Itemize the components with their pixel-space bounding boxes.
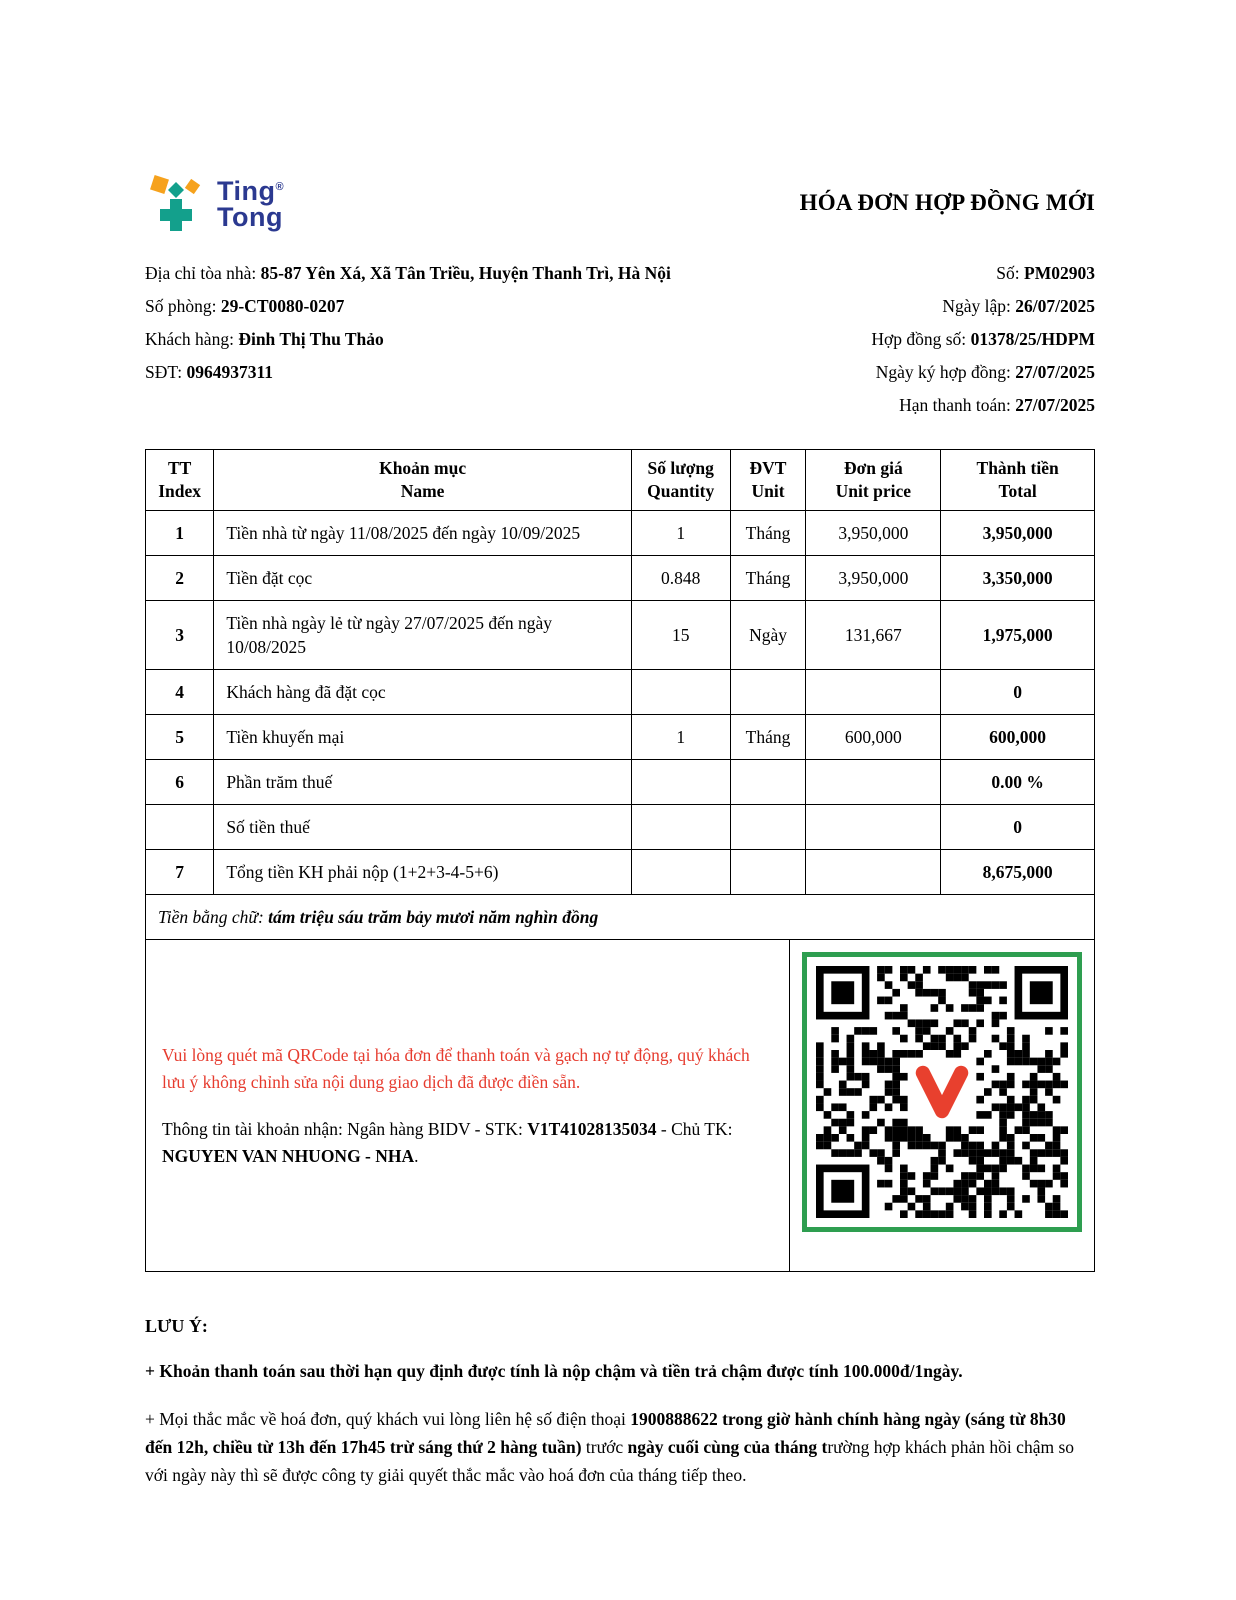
cell-quantity: 1 — [631, 511, 730, 556]
sign-date-label: Ngày ký hợp đồng: — [875, 362, 1016, 382]
col-header-name: Khoản mục Name — [214, 450, 632, 511]
table-row — [146, 760, 1095, 805]
invoice-number-label: Số: — [996, 263, 1025, 283]
cell-index: 4 — [146, 670, 214, 715]
deadline-text: ngày cuối cùng của tháng t — [627, 1437, 828, 1457]
cell-name: Tiền khuyến mại — [214, 715, 632, 760]
cell-unit-price: 600,000 — [806, 715, 941, 760]
hotline-note — [145, 1405, 1095, 1489]
col-header-quantity: Số lượng Quantity — [631, 450, 730, 511]
cell-name: Tiền nhà ngày lẻ từ ngày 27/07/2025 đến ngày 10/08/2025 — [214, 601, 632, 670]
tingtong-logo-icon — [145, 172, 207, 234]
cell-unit-price — [806, 760, 941, 805]
due-date-value: 27/07/2025 — [1015, 395, 1095, 415]
party-info — [145, 258, 685, 423]
hotline-note-text: rường hợp khách phản hồi chậm so với ngày này thì sẽ được công ty giải quyết thắc mắc vào hoá đơn của tháng tiếp theo. — [145, 1437, 1075, 1485]
cell-index — [146, 805, 214, 850]
amount-in-words — [146, 895, 1095, 940]
qr-payment-notice: Vui lòng quét mã QRCode tại hóa đơn để thanh toán và gạch nợ tự động, quý khách lưu ý không chỉnh sửa nội dung giao dịch đã được điền sẵn. — [162, 1044, 750, 1092]
cell-name: Số tiền thuế — [214, 805, 632, 850]
cell-unit: Ngày — [730, 601, 806, 670]
issue-date-value: 26/07/2025 — [1015, 296, 1095, 316]
payment-instructions — [146, 940, 790, 1271]
cell-index: 3 — [146, 601, 214, 670]
cell-name: Khách hàng đã đặt cọc — [214, 670, 632, 715]
cell-index: 5 — [146, 715, 214, 760]
room-label: Số phòng: — [145, 296, 221, 316]
cell-name: Phần trăm thuế — [214, 760, 632, 805]
bank-account-info — [162, 1116, 759, 1170]
customer-label: Khách hàng: — [145, 329, 239, 349]
table-header-row — [146, 450, 1095, 511]
cell-total: 600,000 — [941, 715, 1095, 760]
cell-index: 6 — [146, 760, 214, 805]
logo-word-tong: Tong — [217, 202, 283, 232]
cell-index: 2 — [146, 556, 214, 601]
items-table — [145, 449, 1095, 940]
room-value: 29-CT0080-0207 — [220, 296, 345, 316]
col-header-unit-price: Đơn giá Unit price — [806, 450, 941, 511]
invoice-info — [145, 258, 1095, 423]
qr-code-cell — [790, 940, 1094, 1271]
table-row — [146, 601, 1095, 670]
cell-unit: Tháng — [730, 556, 806, 601]
table-row — [146, 805, 1095, 850]
building-address-line — [145, 258, 685, 289]
invoice-meta — [871, 258, 1095, 423]
col-header-total: Thành tiền Total — [941, 450, 1095, 511]
phone-value: 0964937311 — [186, 362, 273, 382]
payment-section — [145, 940, 1095, 1272]
cell-unit-price — [806, 805, 941, 850]
cell-quantity — [631, 850, 730, 895]
address-label: Địa chỉ tòa nhà: — [145, 263, 261, 283]
cell-quantity — [631, 670, 730, 715]
phone-label: SĐT: — [145, 362, 187, 382]
cell-quantity: 15 — [631, 601, 730, 670]
cell-unit — [730, 760, 806, 805]
account-holder-label: - Chủ TK: — [656, 1118, 733, 1139]
invoice-header — [145, 172, 1095, 234]
amount-words-value: tám triệu sáu trăm bảy mươi năm nghìn đồng — [268, 907, 599, 927]
notes-heading: LƯU Ý: — [145, 1316, 208, 1336]
cell-index: 7 — [146, 850, 214, 895]
cell-total: 0 — [941, 805, 1095, 850]
cell-quantity: 1 — [631, 715, 730, 760]
col-header-unit: ĐVT Unit — [730, 450, 806, 511]
table-row — [146, 670, 1095, 715]
logo-word-ting: Ting — [217, 176, 276, 206]
account-holder-name: NGUYEN VAN NHUONG - NHA — [162, 1145, 415, 1166]
cell-name: Tổng tiền KH phải nộp (1+2+3-4-5+6) — [214, 850, 632, 895]
cell-unit: Tháng — [730, 715, 806, 760]
registered-mark: ® — [275, 181, 285, 193]
cell-unit-price — [806, 670, 941, 715]
cell-unit-price: 131,667 — [806, 601, 941, 670]
table-row — [146, 556, 1095, 601]
amount-in-words-row — [146, 895, 1095, 940]
cell-unit-price — [806, 850, 941, 895]
due-date-label: Hạn thanh toán: — [899, 395, 1016, 415]
cell-total: 1,975,000 — [941, 601, 1095, 670]
account-number: V1T41028135034 — [527, 1118, 657, 1139]
cell-unit-price: 3,950,000 — [806, 511, 941, 556]
address-value: 85-87 Yên Xá, Xã Tân Triều, Huyện Thanh Trì, Hà Nội — [260, 263, 671, 283]
invoice-number-line — [871, 258, 1095, 289]
contract-number-label: Hợp đồng số: — [871, 329, 971, 349]
cell-quantity — [631, 805, 730, 850]
amount-words-label: Tiền bằng chữ: — [158, 907, 269, 927]
cell-total: 0 — [941, 670, 1095, 715]
room-number-line — [145, 291, 685, 322]
cell-unit — [730, 805, 806, 850]
table-row — [146, 850, 1095, 895]
hotline-number-and-hours: 1900888622 trong giờ hành chính hàng ngày (sáng từ 8h30 đến 12h, chiều từ 13h đến 17h45 trừ sáng thứ 2 hàng tuần) — [145, 1409, 1066, 1457]
cell-name: Tiền đặt cọc — [214, 556, 632, 601]
table-row — [146, 715, 1095, 760]
tingtong-logo — [145, 172, 284, 234]
cell-total: 8,675,000 — [941, 850, 1095, 895]
phone-line — [145, 357, 685, 388]
contract-number-value: 01378/25/HDPM — [970, 329, 1095, 349]
cell-total: 3,350,000 — [941, 556, 1095, 601]
hotline-note-text: + Mọi thắc mắc về hoá đơn, quý khách vui lòng liên hệ số điện thoại — [145, 1409, 631, 1429]
col-header-index: TT Index — [146, 450, 214, 511]
cell-unit — [730, 670, 806, 715]
account-info-label: Thông tin tài khoản nhận: Ngân hàng BIDV - STK: — [162, 1118, 528, 1139]
invoice-number-value: PM02903 — [1024, 263, 1095, 283]
due-date-line — [871, 390, 1095, 421]
tingtong-logo-text — [217, 174, 284, 230]
contract-number-line — [871, 324, 1095, 355]
qr-code — [802, 952, 1082, 1232]
cell-unit — [730, 850, 806, 895]
account-info-period: . — [414, 1145, 419, 1166]
qr-code-svg — [816, 966, 1068, 1218]
cell-unit: Tháng — [730, 511, 806, 556]
cell-quantity — [631, 760, 730, 805]
sign-date-value: 27/07/2025 — [1015, 362, 1095, 382]
table-row — [146, 511, 1095, 556]
customer-line — [145, 324, 685, 355]
hotline-note-text: trước — [581, 1437, 628, 1457]
invoice-title: HÓA ĐƠN HỢP ĐỒNG MỚI — [799, 190, 1095, 215]
cell-unit-price: 3,950,000 — [806, 556, 941, 601]
late-payment-note: + Khoản thanh toán sau thời hạn quy định được tính là nộp chậm và tiền trả chậm được tính 100.000đ/1ngày. — [145, 1361, 963, 1381]
issue-date-label: Ngày lập: — [942, 296, 1016, 316]
issue-date-line — [871, 291, 1095, 322]
cell-total: 3,950,000 — [941, 511, 1095, 556]
customer-value: Đinh Thị Thu Thảo — [238, 329, 384, 349]
cell-name: Tiền nhà từ ngày 11/08/2025 đến ngày 10/09/2025 — [214, 511, 632, 556]
notes-section — [145, 1316, 1095, 1489]
cell-quantity: 0.848 — [631, 556, 730, 601]
sign-date-line — [871, 357, 1095, 388]
cell-total: 0.00 % — [941, 760, 1095, 805]
cell-index: 1 — [146, 511, 214, 556]
